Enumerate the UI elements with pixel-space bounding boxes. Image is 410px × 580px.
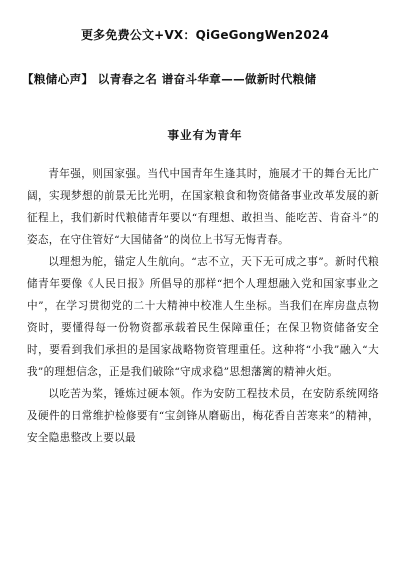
document-title: 【粮储心声】 以青春之名 谱奋斗华章——做新时代粮储	[22, 72, 317, 86]
document-subtitle: 事业有为青年	[167, 128, 243, 142]
body-paragraph: 以吃苦为桨，锤炼过硬本领。作为安防工程技术员，在安防系统网络及硬件的日常维护检修要有“宝剑锋从磨砺出，梅花香自苦寒来”的精神，安全隐患整改上要以最	[27, 388, 379, 444]
body-paragraph: 以理想为舵，锚定人生航向。“志不立，天下无可成之事”。新时代粮储青年要像《人民日报》所倡导的那样“把个人理想融入党和国家事业之中”，在学习贯彻党的二十大精神中校准人生坐标。当我们在库房盘点物资时，要懂得每一份物资都承载着民生保障重任；在保卫物资储备安全时，要看到我们承担的是国家战略物资管理重任。这种将“小我”融入“大我”的理想信念，正是我们破除“守成求稳”思想藩篱的精神火炬。	[27, 256, 379, 378]
document-body	[27, 163, 379, 449]
body-paragraph: 青年强，则国家强。当代中国青年生逢其时，施展才干的舞台无比广阔，实现梦想的前景无比光明，在国家粮食和物资储备事业改革发展的新征程上，我们新时代粮储青年要以“有理想、敢担当、能吃苦、肯奋斗”的姿态，在守住管好“大国储备”的岗位上书写无悔青春。	[27, 168, 379, 246]
promo-banner: 更多免费公文+VX：QiGeGongWen2024	[80, 28, 329, 42]
